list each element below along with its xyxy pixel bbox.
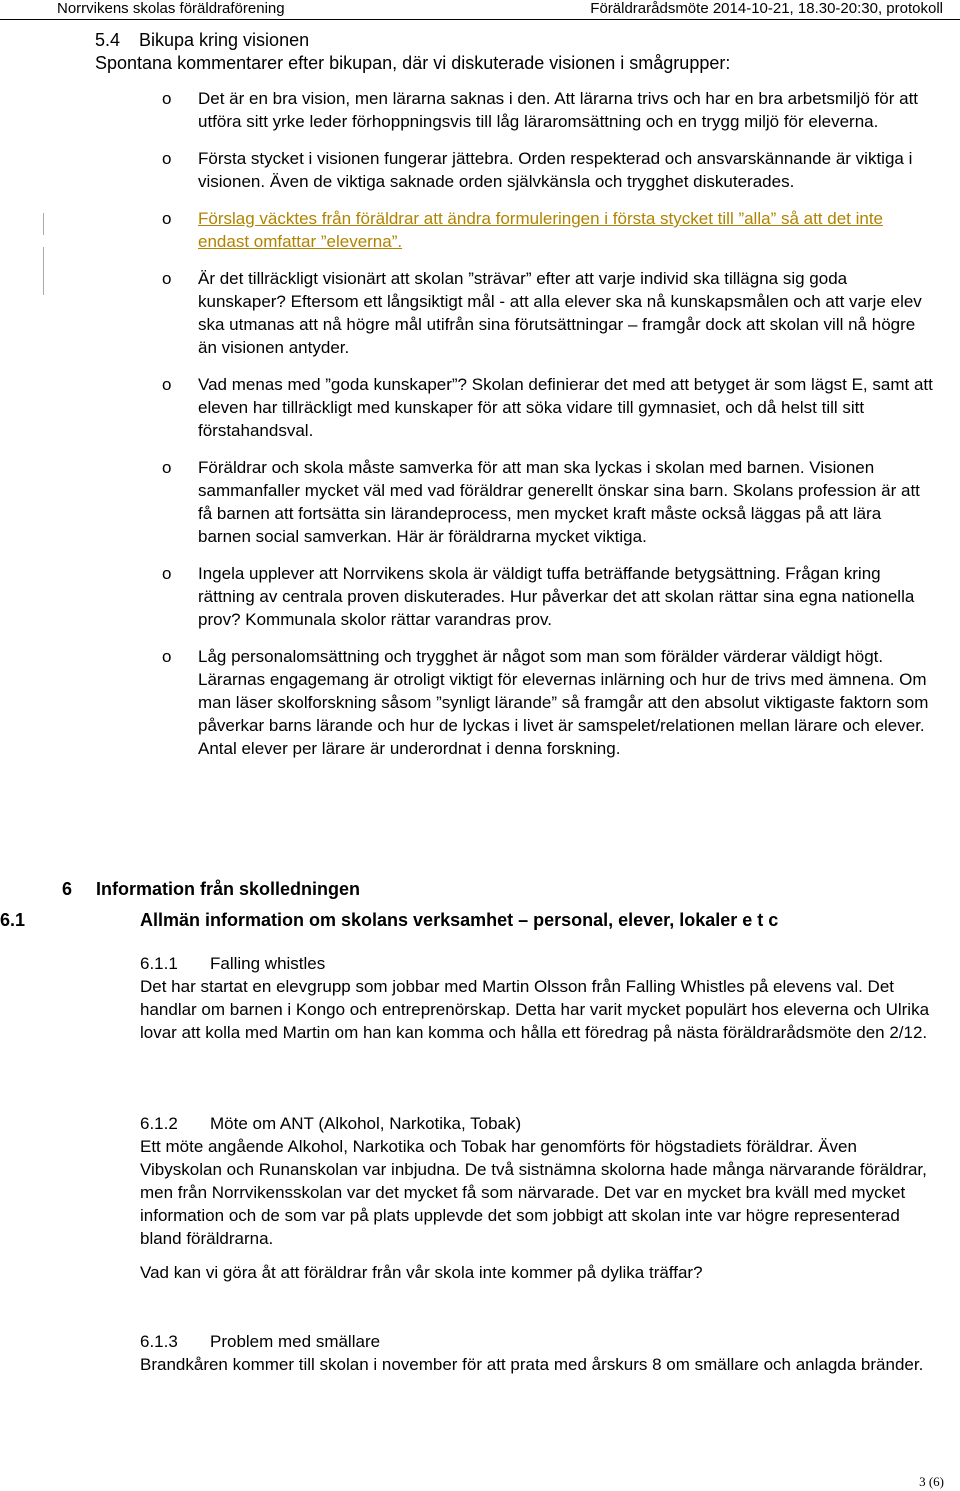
- page-number: 3 (6): [919, 1474, 944, 1489]
- list-item-text: Det är en bra vision, men lärarna saknas i den. Att lärarna trivs och har en bra arbetsmiljö för att utföra sitt yrke leder förhoppningsvis till låg läraromsättning och en trygg miljö för eleverna.: [198, 89, 919, 131]
- list-item-text: Ingela upplever att Norrvikens skola är väldigt tuffa beträffande betygsättning. Frågan kring rättning av centrala proven diskuterades. Hur påverkar det att skolan rättar sina egna nationella prov? Kommunala skolor rättar varandras prov.: [198, 564, 915, 629]
- subsection-heading: [140, 1112, 940, 1135]
- section-6-heading: [62, 878, 360, 900]
- list-item: [0, 207, 960, 253]
- list-item-text: Första stycket i visionen fungerar jättebra. Orden respekterad och ansvarskännande är viktiga i visionen. Även de viktiga saknade orden självkänsla och trygghet diskuterades.: [198, 149, 913, 191]
- bullet-marker: o: [162, 89, 172, 108]
- bullet-marker: o: [162, 375, 172, 394]
- section-number: 5.4: [95, 30, 121, 50]
- bullet-marker: o: [162, 209, 172, 228]
- list-item: [0, 562, 960, 631]
- subsection-6-1-2: [140, 1112, 940, 1284]
- section-5-4: [95, 29, 945, 75]
- bullet-marker: o: [162, 564, 172, 583]
- header-rule: [0, 19, 960, 20]
- section-title: Bikupa kring visionen: [139, 30, 310, 50]
- subsection-question: Vad kan vi göra åt att föräldrar från vår skola inte kommer på dylika träffar?: [140, 1263, 703, 1282]
- list-item: [0, 373, 960, 442]
- subsection-title: Falling whistles: [210, 954, 326, 973]
- subsection-6-1-1: [140, 952, 940, 1044]
- bullet-marker: o: [162, 458, 172, 477]
- subsection-heading: [140, 952, 940, 975]
- header-organization: Norrvikens skolas föräldraförening: [57, 0, 285, 17]
- bullet-marker: o: [162, 269, 172, 288]
- subsection-number: 6.1.3: [140, 1332, 178, 1351]
- header-meeting-info: Föräldrarådsmöte 2014-10-21, 18.30-20:30, protokoll: [590, 0, 943, 17]
- section-number: 6.1: [0, 910, 26, 930]
- subsection-6-1-3: [140, 1330, 940, 1376]
- subsection-body: Det har startat en elevgrupp som jobbar med Martin Olsson från Falling Whistles på elevens val. Det handlar om barnen i Kongo och entreprenörskap. Detta har varit mycket populärt hos eleverna och Ulrika lovar att kolla med Martin om han kan komma och hålla ett föredrag på nästa föräldrarådsmöte den 2/12.: [140, 977, 930, 1042]
- subsection-body: Ett möte angående Alkohol, Narkotika och Tobak har genomförts för högstadiets föräldrar. Även Vibyskolan och Runanskolan var inbjudna. De två sistnämna skolorna hade många närvarande föräldrar, men från Norrvikensskolan var det mycket få som närvarade. Det var en mycket bra kväll med mycket information och de som var på plats upplevde det som jobbigt att skolan inte var högre representerad bland föräldrarna.: [140, 1137, 927, 1248]
- list-item-text: Är det tillräckligt visionärt att skolan ”strävar” efter att varje individ ska tillägna sig goda kunskaper? Eftersom ett långsiktigt mål - att alla elever ska nå kunskapsmålen och att varje elev ska utmanas att nå högre mål utifrån sina förutsättningar – framgår dock att skolan vill nå högre än visionen antyder.: [198, 269, 922, 357]
- comment-list: [0, 87, 960, 774]
- subsection-number: 6.1.2: [140, 1114, 178, 1133]
- subsection-body: Brandkåren kommer till skolan i november för att prata med årskurs 8 om smällare och anlagda bränder.: [140, 1355, 924, 1374]
- page-header: [0, 0, 960, 20]
- list-item: [0, 147, 960, 193]
- list-item-text: Vad menas med ”goda kunskaper”? Skolan definierar det med att betyget är som lägst E, samt att eleven har tillräckligt med kunskaper för att söka vidare till gymnasiet, och då helst till sitt förstahandsval.: [198, 375, 933, 440]
- section-title: Allmän information om skolans verksamhet – personal, elever, lokaler e t c: [140, 910, 779, 930]
- list-item-text: Föräldrar och skola måste samverka för att man ska lyckas i skolan med barnen. Visionen sammanfaller mycket väl med vad föräldrar generellt önskar sina barn. Skolans profession är att få barnen att fortsätta sin lärandeprocess, men mycket kraft måste också läggas på att lära barnen social samverkan. Här är föräldrarna mycket viktiga.: [198, 458, 920, 546]
- subsection-heading: [140, 1330, 940, 1353]
- section-6-1-heading: [0, 909, 778, 931]
- list-item: [0, 87, 960, 133]
- section-number: 6: [62, 879, 73, 899]
- bullet-marker: o: [162, 647, 172, 666]
- section-heading: [95, 29, 945, 52]
- section-intro: Spontana kommentarer efter bikupan, där vi diskuterade visionen i smågrupper:: [95, 53, 731, 73]
- bullet-marker: o: [162, 149, 172, 168]
- list-item: [0, 645, 960, 760]
- list-item-link-text[interactable]: Förslag väcktes från föräldrar att ändra formuleringen i första stycket till ”alla” så att det inte endast omfattar ”eleverna”.: [198, 209, 884, 251]
- subsection-title: Problem med smällare: [210, 1332, 381, 1351]
- list-item: [0, 456, 960, 548]
- list-item: [0, 267, 960, 359]
- list-item-text: Låg personalomsättning och trygghet är något som man som förälder värderar väldigt högt. Lärarnas engagemang är otroligt viktigt för elevernas inlärning och hur de trivs med ämnena. Om man läser skolforskning såsom ”synligt lärande” så framgår att den absolut viktigaste faktorn som påverkar barns lärande och hur de lyckas i livet är samspelet/relationen mellan lärare och elever. Antal elever per lärare är underordnat i denna forskning.: [198, 647, 929, 758]
- subsection-number: 6.1.1: [140, 954, 178, 973]
- section-title: Information från skolledningen: [96, 879, 361, 899]
- subsection-title: Möte om ANT (Alkohol, Narkotika, Tobak): [210, 1114, 522, 1133]
